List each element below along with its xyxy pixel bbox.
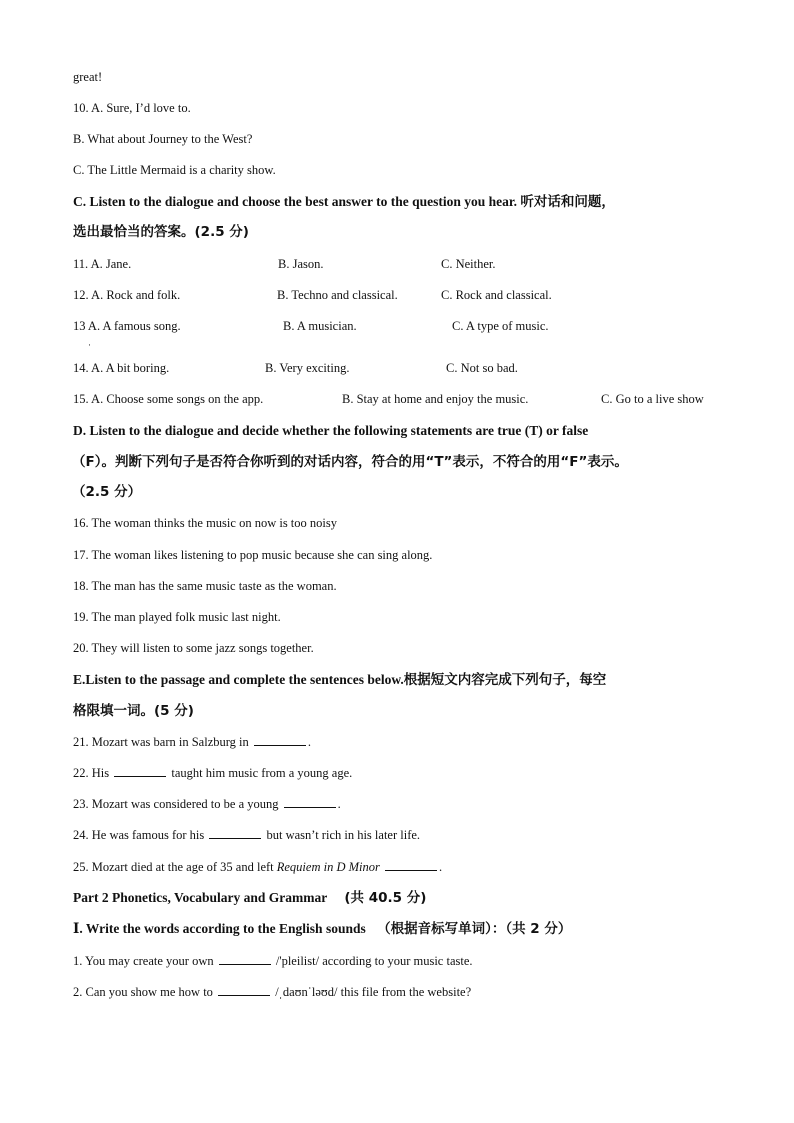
section-i-heading: [73, 921, 571, 937]
section-e-title-cn: 根据短文内容完成下列句子，每空: [403, 672, 607, 688]
answer-blank: [219, 953, 271, 965]
option-c: C. A type of music.: [452, 319, 549, 333]
question-text: but wasn’t rich in his later life.: [266, 828, 421, 842]
answer-blank: [385, 859, 437, 871]
phonetic-hint: /'pleilist/ according to your music taste.: [275, 954, 473, 968]
section-d-instruction: （F）。判断下列句子是否符合你听到的对话内容，符合的用“T”表示，不符合的用“F”表示。: [72, 454, 628, 470]
option-c: C. Go to a live show: [601, 392, 704, 406]
fill-in-question: [73, 765, 352, 781]
option-b: B. Very exciting.: [265, 361, 350, 375]
section-e-title-en: E.Listen to the passage and complete the sentences below.: [73, 672, 404, 687]
question-text: 22. His: [73, 766, 110, 780]
statement: 16. The woman thinks the music on now is too noisy: [73, 516, 337, 530]
part-2-title-en: Part 2 Phonetics, Vocabulary and Grammar: [73, 890, 327, 905]
text-line: great!: [73, 70, 103, 84]
fill-in-question: [73, 984, 471, 1000]
part-2-title-cn: (共 40.5 分): [344, 890, 427, 906]
question-text: 2. Can you show me how to: [73, 985, 213, 999]
option-a: 12. A. Rock and folk.: [73, 288, 181, 302]
answer-blank: [114, 765, 166, 777]
answer-option: C. The Little Mermaid is a charity show.: [73, 163, 276, 177]
option-c: C. Neither.: [441, 257, 496, 271]
question-row: [0, 318, 794, 334]
question-text: .: [337, 797, 341, 811]
stray-mark: ·: [88, 340, 91, 350]
option-b: B. A musician.: [283, 319, 357, 333]
fill-in-question: [73, 827, 420, 843]
question-text: 1. You may create your own: [73, 954, 214, 968]
option-a: 14. A. A bit boring.: [73, 361, 170, 375]
option-a: 13 A. A famous song.: [73, 319, 181, 333]
question-text: 21. Mozart was barn in Salzburg in: [73, 735, 249, 749]
section-e-instruction: 格限填一词。(5 分): [73, 703, 194, 719]
statement: 18. The man has the same music taste as the woman.: [73, 579, 337, 593]
option-b: B. Stay at home and enjoy the music.: [342, 392, 529, 406]
statement: 19. The man played folk music last night.: [73, 610, 281, 624]
question-text: taught him music from a young age.: [171, 766, 353, 780]
fill-in-question: [73, 953, 473, 969]
work-title: Requiem in D Minor: [276, 860, 380, 874]
question-row: [0, 360, 794, 376]
option-b: B. Jason.: [278, 257, 324, 271]
option-c: C. Rock and classical.: [441, 288, 552, 302]
statement: 17. The woman likes listening to pop music because she can sing along.: [73, 548, 433, 562]
question-row: [0, 391, 794, 407]
option-c: C. Not so bad.: [446, 361, 518, 375]
answer-blank: [284, 796, 336, 808]
answer-option: B. What about Journey to the West?: [73, 132, 253, 146]
section-i-title-cn: （根据音标写单词）：（共 2 分）: [377, 921, 572, 937]
section-d-heading: D. Listen to the dialogue and decide whether the following statements are true (T) or false: [73, 423, 589, 438]
fill-in-question: [73, 859, 442, 875]
answer-blank: [209, 827, 261, 839]
part-2-heading: [73, 890, 426, 906]
option-b: B. Techno and classical.: [277, 288, 398, 302]
fill-in-question: [73, 796, 341, 812]
question-text: 23. Mozart was considered to be a young: [73, 797, 279, 811]
section-e-heading: [73, 672, 606, 688]
section-c-heading: [73, 194, 615, 210]
section-c-title-en: C. Listen to the dialogue and choose the best answer to the question you hear.: [73, 194, 518, 209]
section-i-title-en: Ⅰ. Write the words according to the English sounds: [73, 921, 366, 936]
question-text: .: [438, 860, 443, 874]
answer-blank: [218, 984, 270, 996]
answer-option: 10. A. Sure, I’d love to.: [73, 101, 191, 115]
section-c-title-cn: 听对话和问题，: [520, 194, 615, 210]
answer-blank: [254, 734, 306, 746]
fill-in-question: [73, 734, 311, 750]
question-row: [0, 287, 794, 303]
option-a: 15. A. Choose some songs on the app.: [73, 392, 264, 406]
section-d-score: （2.5 分）: [72, 484, 142, 500]
question-row: [0, 256, 794, 272]
option-a: 11. A. Jane.: [73, 257, 132, 271]
statement: 20. They will listen to some jazz songs together.: [73, 641, 314, 655]
section-c-instruction: 选出最恰当的答案。(2.5 分): [73, 224, 249, 240]
phonetic-hint: /ˌdaʊnˈləʊd/ this file from the website?: [275, 985, 472, 999]
question-text: 24. He was famous for his: [73, 828, 205, 842]
question-text: .: [307, 735, 312, 749]
question-text: 25. Mozart died at the age of 35 and left: [73, 860, 274, 874]
